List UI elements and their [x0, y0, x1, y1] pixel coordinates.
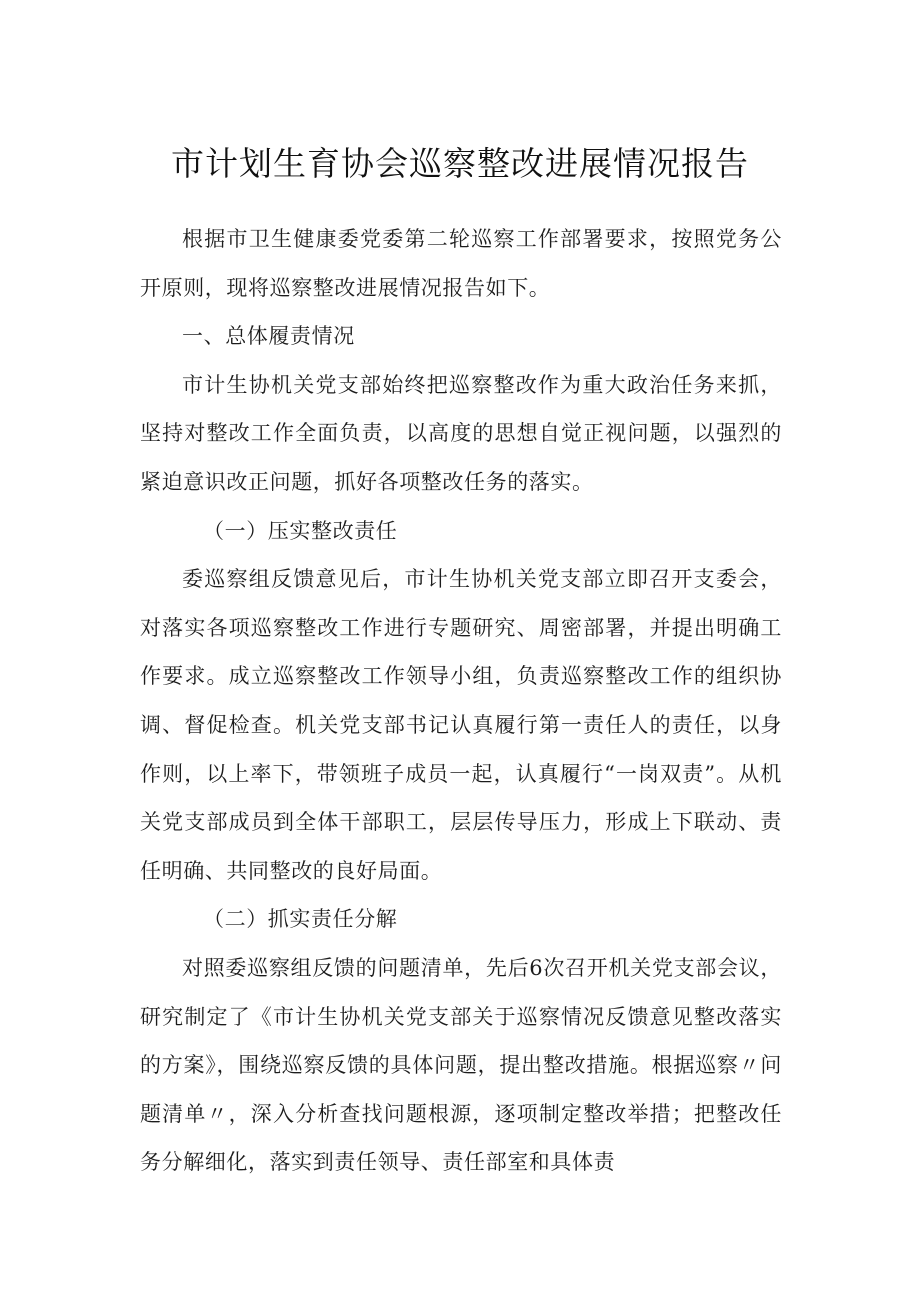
document-title: 市计划生育协会巡察整改进展情况报告	[171, 144, 749, 183]
document-body	[140, 215, 782, 1187]
subsection-1-paragraph: 委巡察组反馈意见后，市计生协机关党支部立即召开支委会，对落实各项巡察整改工作进行专题研究、周密部署，并提出明确工作要求。成立巡察整改工作领导小组，负责巡察整改工作的组织协调、督促检查。机关党支部书记认真履行第一责任人的责任，以身作则，以上率下，带领班子成员一起，认真履行“一岗双责”。从机关党支部成员到全体干部职工，层层传导压力，形成上下联动、责任明确、共同整改的良好局面。	[140, 567, 782, 883]
subsection-heading-1: （一）压实整改责任	[203, 518, 398, 543]
section-heading-overall: 一、总体履责情况	[182, 324, 355, 349]
subsection-2-paragraph: 对照委巡察组反馈的问题清单，先后6次召开机关党支部会议，研究制定了《市计生协机关党支部关于巡察情况反馈意见整改落实的方案》，围绕巡察反馈的具体问题，提出整改措施。根据巡察〃问题清单〃，深入分析查找问题根源，逐项制定整改举措；把整改任务分解细化，落实到责任领导、责任部室和具体责	[140, 955, 782, 1175]
subsection-heading-2: （二）抓实责任分解	[203, 907, 398, 932]
overall-paragraph: 市计生协机关党支部始终把巡察整改作为重大政治任务来抓，坚持对整改工作全面负责，以高度的思想自觉正视问题，以强烈的紧迫意识改正问题，抓好各项整改任务的落实。	[140, 372, 782, 494]
intro-paragraph: 根据市卫生健康委党委第二轮巡察工作部署要求，按照党务公开原则，现将巡察整改进展情况报告如下。	[140, 227, 782, 300]
